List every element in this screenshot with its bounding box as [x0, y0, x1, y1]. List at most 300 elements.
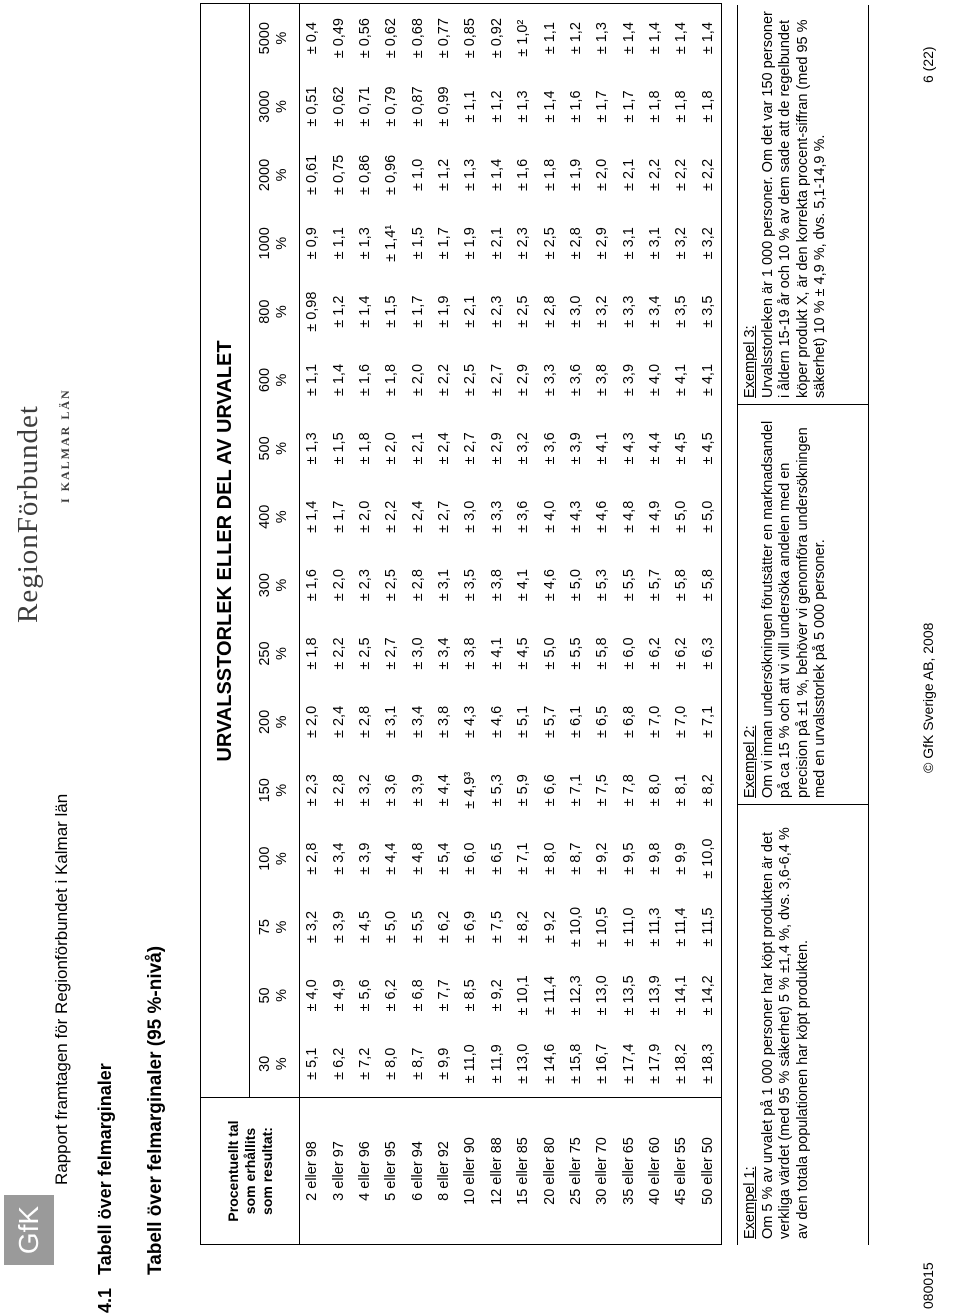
column-header: [249, 551, 299, 619]
example-2: [738, 405, 868, 805]
table-cell: ± 1,4: [304, 500, 321, 533]
table-cell: ± 3,3: [541, 363, 558, 397]
table-cell: ± 4,9³: [462, 771, 479, 809]
table-cell: ± 13,5: [620, 975, 637, 1016]
table-cell: ± 3,6: [567, 363, 584, 397]
table-cell: ± 4,0: [304, 979, 321, 1012]
table-cell: ± 9,9: [673, 842, 690, 875]
table-cell: ± 2,1: [462, 295, 479, 328]
table-cell: ± 5,8: [673, 569, 690, 602]
table-cell: ± 0,4: [304, 22, 321, 55]
table-cell: ± 6,0: [462, 842, 479, 875]
table-cell: ± 6,2: [673, 637, 690, 670]
column-size: 2000: [257, 158, 273, 192]
table-cell: ± 1,2: [436, 158, 453, 192]
table-cell: ± 1,7: [594, 90, 611, 123]
table-cell: ± 2,7: [462, 432, 479, 465]
column-size: 400: [257, 504, 273, 529]
table-cell: ± 2,0: [594, 158, 611, 192]
table-cell: ± 2,1: [620, 158, 637, 192]
row-label: 35 eller 65: [620, 1137, 637, 1205]
table-cell: ± 0,68: [409, 18, 426, 59]
table-cell: ± 7,0: [647, 705, 664, 739]
table-cell: ± 2,5: [541, 227, 558, 260]
table-cell: ± 1,6: [567, 90, 584, 123]
table-cell: ± 2,1: [409, 432, 426, 465]
column-header: [249, 72, 299, 140]
column-unit: %: [274, 988, 290, 1002]
table-cell: ± 1,4: [541, 90, 558, 123]
table-cell: ± 6,5: [488, 842, 505, 875]
table-cell: ± 18,2: [673, 1043, 690, 1084]
column-size: 800: [257, 299, 273, 324]
table-cell: ± 4,6: [541, 569, 558, 602]
table-cell: ± 0,62: [383, 18, 400, 59]
table-cell: ± 7,8: [620, 774, 637, 807]
column-unit: %: [274, 236, 290, 250]
table-cell: ± 0,71: [356, 86, 373, 127]
table-cell: ± 1,7: [436, 227, 453, 260]
table-cell: ± 1,4: [356, 295, 373, 328]
table-cell: ± 0,87: [409, 86, 426, 127]
column-size: 30: [257, 1055, 273, 1072]
table-cell: ± 1,8: [699, 90, 716, 123]
row-label: 2 eller 98: [304, 1141, 321, 1201]
table-cell: ± 6,8: [620, 705, 637, 739]
footer-doc-number: 080015: [920, 1262, 936, 1309]
column-header: [249, 209, 299, 277]
table-cell: ± 1,4: [699, 22, 716, 55]
table-cell: ± 0,49: [330, 18, 347, 59]
table-cell: ± 4,3: [462, 705, 479, 739]
table-cell: ± 3,5: [699, 295, 716, 328]
table-cell: ± 0,51: [304, 86, 321, 127]
table-cell: ± 4,6: [488, 705, 505, 739]
table-cell: ± 9,8: [647, 842, 664, 875]
table-cell: ± 1,6: [515, 158, 532, 192]
table-cell: ± 0,75: [330, 154, 347, 196]
table-cell: ± 8,7: [567, 842, 584, 875]
table-cell: ± 1,5: [330, 432, 347, 465]
table-cell: ± 3,2: [673, 227, 690, 260]
table-cell: ± 2,2: [699, 158, 716, 192]
table-cell: ± 2,5: [462, 363, 479, 397]
row-label: 50 eller 50: [699, 1137, 716, 1205]
table-cell: ± 1,1: [304, 363, 321, 397]
table-cell: ± 3,1: [436, 569, 453, 602]
table-cell: ± 5,0: [541, 637, 558, 670]
table-cell: ± 4,1: [699, 363, 716, 397]
table-cell: ± 2,8: [356, 705, 373, 739]
table-cell: ± 3,1: [647, 227, 664, 260]
table-cell: ± 8,0: [541, 842, 558, 875]
table-cell: ± 3,4: [436, 637, 453, 670]
example-title: Exempel 1:: [742, 1166, 758, 1239]
table-cell: ± 5,8: [699, 569, 716, 602]
table-cell: ± 3,0: [462, 500, 479, 533]
column-header: [249, 619, 299, 687]
column-header: [249, 825, 299, 893]
table-cell: ± 13,0: [594, 975, 611, 1016]
table-cell: ± 5,0: [567, 569, 584, 602]
column-header: [249, 756, 299, 824]
table-cell: ± 1,6: [356, 363, 373, 397]
table-cell: ± 3,8: [594, 363, 611, 397]
table-cell: ± 4,8: [620, 500, 637, 533]
table-cell: ± 5,5: [620, 569, 637, 602]
table-cell: ± 5,3: [488, 774, 505, 807]
table-cell: ± 9,2: [541, 910, 558, 944]
table-cell: ± 11,4: [673, 907, 690, 947]
table-cell: ± 5,0: [699, 500, 716, 533]
table-cell: ± 7,5: [488, 910, 505, 944]
column-unit: %: [274, 510, 290, 524]
row-label: 45 eller 55: [673, 1137, 690, 1205]
table-cell: ± 15,8: [567, 1043, 584, 1084]
table-cell: ± 1,5: [383, 295, 400, 328]
table-cell: ± 4,4: [647, 432, 664, 465]
table-cell: ± 2,4: [436, 432, 453, 465]
table-cell: ± 2,2: [673, 158, 690, 192]
column-header: [249, 961, 299, 1029]
column-unit: %: [274, 1057, 290, 1071]
table-cell: ± 2,2: [647, 158, 664, 192]
gfk-logo: GfK: [4, 1195, 54, 1265]
table-cell: ± 2,9: [488, 432, 505, 465]
table-cell: ± 6,2: [647, 637, 664, 670]
table-cell: ± 14,1: [673, 975, 690, 1016]
example-text: Urvalsstorleken är 1 000 personer. Om det var 150 personer i åldern 15-19 år och 10 % av dem sade att de regelbundet köper produkt X, är den korrekta procent-siffran (med 95 % säkerhet) 10 % ± 4,9 %, dvs. 5,1-14,9 %.: [759, 11, 828, 398]
table-cell: ± 1,4: [620, 22, 637, 55]
column-size: 200: [257, 709, 273, 735]
row-label: 6 eller 94: [409, 1141, 426, 1201]
table-cell: ± 5,6: [356, 979, 373, 1012]
column-size: 100: [257, 846, 273, 871]
table-cell: ± 1,4: [330, 363, 347, 397]
table-cell: ± 18,3: [699, 1043, 716, 1084]
table-cell: ± 7,2: [356, 1047, 373, 1080]
table-cell: ± 1,2: [567, 22, 584, 55]
table-cell: ± 2,0: [304, 705, 321, 739]
table-cell: ± 3,8: [436, 705, 453, 739]
table-cell: ± 1,2: [488, 90, 505, 123]
table-cell: ± 5,5: [409, 910, 426, 944]
corner-line-3: som resultat:: [258, 1127, 275, 1215]
table-cell: ± 0,92: [488, 18, 505, 59]
rf-logo-name: RegionFörbundet: [12, 405, 44, 623]
table-cell: ± 1,1: [462, 90, 479, 123]
table-cell: ± 0,98: [304, 291, 321, 332]
table-cell: ± 4,0: [541, 500, 558, 533]
table-cell: ± 1,6: [304, 569, 321, 602]
table-cell: ± 11,4: [541, 975, 558, 1016]
table-cell: ± 2,3: [356, 569, 373, 602]
table-cell: ± 3,4: [647, 295, 664, 328]
table-cell: ± 1,8: [304, 637, 321, 670]
table-cell: ± 2,7: [436, 500, 453, 533]
table-cell: ± 3,2: [699, 227, 716, 260]
table-cell: ± 4,5: [515, 637, 532, 670]
table-cell: ± 1,0²: [515, 19, 532, 57]
table-cell: ± 13,9: [647, 975, 664, 1016]
table-title: Tabell över felmarginaler (95 %-nivå): [145, 945, 166, 1275]
table-cell: ± 4,1: [488, 637, 505, 670]
sample-size-group-header: URVALSSTORLEK ELLER DEL AV URVALET: [213, 340, 236, 762]
table-cell: ± 10,5: [594, 906, 611, 948]
table-cell: ± 4,6: [594, 500, 611, 533]
table-cell: ± 1,9: [567, 158, 584, 192]
table-cell: ± 10,1: [515, 975, 532, 1016]
example-text: Om 5 % av urvalet på 1 000 personer har köpt produkten är det verkliga värdet (med 95 % säkerhet) 5 % ±1,4 %, dvs. 3,6-6,4 % av den totala populationen har köpt produkten.: [759, 827, 811, 1239]
column-unit: %: [274, 168, 290, 182]
table-cell: ± 11,0: [462, 1044, 479, 1084]
table-cell: ± 3,2: [356, 774, 373, 807]
table-cell: ± 2,5: [356, 637, 373, 670]
table-cell: ± 5,7: [647, 569, 664, 602]
report-title: Rapport framtagen för Regionförbundet i Kalmar län: [52, 793, 71, 1185]
table-cell: ± 5,7: [541, 705, 558, 739]
table-cell: ± 4,1: [515, 569, 532, 602]
table-cell: ± 0,9: [304, 227, 321, 260]
table-cell: ± 3,5: [673, 295, 690, 328]
table-cell: ± 2,2: [436, 363, 453, 397]
table-cell: ± 6,2: [436, 910, 453, 944]
column-size: 600: [257, 367, 273, 393]
table-cell: ± 2,4: [330, 705, 347, 739]
table-cell: ± 2,0: [409, 363, 426, 397]
table-cell: ± 12,3: [567, 975, 584, 1016]
table-cell: ± 0,61: [304, 154, 321, 196]
example-1: [738, 805, 868, 1245]
table-cell: ± 3,6: [541, 432, 558, 465]
column-size: 3000: [257, 90, 273, 123]
table-cell: ± 1,7: [620, 90, 637, 123]
table-cell: ± 0,56: [356, 18, 373, 59]
table-cell: ± 4,4: [383, 842, 400, 875]
table-cell: ± 0,96: [383, 154, 400, 196]
column-header: [249, 1030, 299, 1098]
table-cell: ± 3,8: [488, 569, 505, 602]
table-cell: ± 3,4: [330, 842, 347, 875]
table-cell: ± 2,0: [356, 500, 373, 533]
table-cell: ± 9,2: [594, 842, 611, 875]
regionforbundet-logo: [12, 383, 98, 623]
table-cell: ± 1,8: [541, 158, 558, 192]
table-cell: ± 8,2: [515, 910, 532, 944]
table-corner-header: [201, 1098, 299, 1244]
table-cell: ± 8,5: [462, 979, 479, 1012]
example-text: Om vi innan undersökningen förutsätter en marknadsandel på ca 15 % och att vi vill undersöka andelen med en precision på ±1 %, behöver vi genomföra undersökningen med en urvalsstorlek på 5 000 personer.: [759, 420, 828, 798]
row-label: 15 eller 85: [515, 1137, 532, 1205]
table-cell: ± 3,6: [515, 500, 532, 533]
table-cell: ± 1,7: [330, 500, 347, 533]
table-cell: ± 13,0: [515, 1043, 532, 1084]
table-cell: ± 5,1: [304, 1047, 321, 1080]
table-cell: ± 5,9: [515, 774, 532, 807]
row-label: 5 eller 95: [383, 1141, 400, 1201]
table-cell: ± 3,2: [515, 432, 532, 465]
table-cell: ± 0,85: [462, 18, 479, 59]
table-cell: ± 3,9: [567, 432, 584, 465]
table-cell: ± 2,3: [488, 295, 505, 328]
column-unit: %: [274, 441, 290, 455]
table-cell: ± 9,5: [620, 842, 637, 875]
table-cell: ± 6,2: [383, 979, 400, 1012]
column-unit: %: [274, 715, 290, 729]
table-cell: ± 1,4: [673, 22, 690, 55]
section-title: Tabell över felmarginaler: [95, 1063, 115, 1275]
table-cell: ± 2,2: [330, 637, 347, 670]
table-cell: ± 4,5: [673, 432, 690, 465]
footer-page-number: 6 (22): [920, 46, 936, 83]
table-cell: ± 1,9: [436, 295, 453, 328]
column-header: [249, 483, 299, 551]
table-cell: ± 1,0: [409, 158, 426, 192]
example-title: Exempel 2:: [742, 725, 758, 798]
table-cell: ± 3,4: [409, 705, 426, 739]
table-cell: ± 0,77: [436, 18, 453, 59]
column-size: 50: [257, 987, 273, 1004]
table-cell: ± 3,9: [356, 842, 373, 875]
table-cell: ± 10,0: [699, 838, 716, 879]
table-cell: ± 3,9: [330, 910, 347, 944]
table-cell: ± 1,5: [409, 227, 426, 260]
row-label: 12 eller 88: [488, 1137, 505, 1205]
corner-line-2: som erhållits: [241, 1127, 258, 1215]
table-cell: ± 2,9: [594, 227, 611, 260]
table-cell: ± 1,3: [594, 22, 611, 55]
table-cell: ± 2,7: [383, 637, 400, 670]
table-cell: ± 1,3: [515, 90, 532, 123]
column-size: 150: [257, 778, 273, 803]
table-cell: ± 4,1: [594, 432, 611, 465]
table-cell: ± 1,7: [409, 295, 426, 328]
table-cell: ± 6,8: [409, 979, 426, 1012]
table-cell: ± 3,2: [594, 295, 611, 328]
column-size: 5000: [257, 22, 273, 55]
table-cell: ± 4,3: [567, 500, 584, 533]
table-cell: ± 0,79: [383, 86, 400, 127]
column-unit: %: [274, 920, 290, 934]
table-cell: ± 2,3: [304, 774, 321, 807]
column-size: 250: [257, 641, 273, 666]
examples-box: [737, 5, 869, 1245]
table-cell: ± 4,5: [699, 432, 716, 465]
table-cell: ± 1,3: [304, 432, 321, 465]
table-cell: ± 4,9: [330, 979, 347, 1012]
table-cell: ± 1,1: [541, 22, 558, 55]
table-cell: ± 5,4: [436, 842, 453, 875]
column-header: [249, 4, 299, 72]
table-cell: ± 4,8: [409, 842, 426, 875]
example-title: Exempel 3:: [742, 325, 758, 398]
column-unit: %: [274, 578, 290, 592]
table-cell: ± 2,3: [515, 227, 532, 260]
table-cell: ± 7,1: [515, 842, 532, 875]
column-unit: %: [274, 852, 290, 866]
table-cell: ± 4,0: [647, 363, 664, 397]
table-cell: ± 5,3: [594, 569, 611, 602]
column-header: [249, 346, 299, 414]
table-cell: ± 2,5: [515, 295, 532, 328]
table-cell: ± 9,2: [488, 979, 505, 1012]
column-header: [249, 688, 299, 756]
table-cell: ± 7,1: [567, 774, 584, 807]
table-cell: ± 2,0: [330, 569, 347, 602]
table-cell: ± 2,9: [515, 363, 532, 397]
table-cell: ± 1,3: [462, 158, 479, 192]
table-cell: ± 14,2: [699, 975, 716, 1016]
table-cell: ± 8,2: [699, 774, 716, 807]
row-label: 3 eller 97: [330, 1141, 347, 1201]
table-cell: ± 6,1: [567, 705, 584, 739]
table-cell: ± 4,3: [620, 432, 637, 465]
table-cell: ± 5,5: [567, 637, 584, 670]
table-cell: ± 3,1: [620, 227, 637, 260]
table-cell: ± 8,0: [383, 1047, 400, 1080]
table-cell: ± 3,9: [409, 774, 426, 807]
table-cell: ± 11,0: [620, 907, 637, 947]
table-cell: ± 2,8: [304, 842, 321, 875]
column-size: 1000: [257, 227, 273, 260]
column-size: 75: [257, 919, 273, 936]
corner-line-1: Procentuellt tal: [224, 1120, 241, 1222]
row-label: 30 eller 70: [594, 1137, 611, 1205]
table-cell: ± 1,9: [462, 227, 479, 260]
table-cell: ± 2,8: [409, 569, 426, 602]
table-cell: ± 11,9: [488, 1044, 505, 1084]
table-cell: ± 1,4¹: [383, 224, 400, 262]
table-cell: ± 6,5: [594, 705, 611, 739]
table-cell: ± 0,86: [356, 154, 373, 196]
table-cell: ± 6,6: [541, 774, 558, 807]
table-cell: ± 17,9: [647, 1043, 664, 1084]
column-header: [249, 141, 299, 209]
table-cell: ± 3,0: [567, 295, 584, 328]
section-number: 4.1: [95, 1287, 115, 1313]
column-header: [249, 414, 299, 482]
table-cell: ± 7,0: [673, 705, 690, 739]
table-cell: ± 6,3: [699, 637, 716, 670]
table-cell: ± 0,99: [436, 86, 453, 127]
table-cell: ± 4,4: [436, 774, 453, 807]
table-cell: ± 8,7: [409, 1047, 426, 1080]
table-cell: ± 16,7: [594, 1043, 611, 1084]
table-cell: ± 5,8: [594, 637, 611, 670]
column-unit: %: [274, 647, 290, 661]
table-cell: ± 0,62: [330, 86, 347, 127]
column-size: 300: [257, 573, 273, 598]
table-cell: ± 7,5: [594, 774, 611, 807]
table-cell: ± 3,3: [620, 295, 637, 328]
table-cell: ± 2,7: [488, 363, 505, 397]
table-cell: ± 1,3: [356, 227, 373, 260]
table-cell: ± 8,1: [673, 774, 690, 807]
row-label: 8 eller 92: [436, 1141, 453, 1201]
row-label: 10 eller 90: [462, 1137, 479, 1205]
table-cell: ± 3,3: [488, 500, 505, 533]
table-cell: ± 5,0: [383, 910, 400, 944]
footer-copyright: © GfK Sverige AB, 2008: [920, 622, 936, 773]
table-cell: ± 3,8: [462, 637, 479, 670]
table-cell: ± 8,0: [647, 774, 664, 807]
column-unit: %: [274, 100, 290, 114]
table-cell: ± 1,2: [330, 295, 347, 328]
rf-logo-sub: I KALMAR LÄN: [58, 388, 72, 503]
column-size: 500: [257, 436, 273, 461]
table-cell: ± 9,9: [436, 1047, 453, 1080]
table-cell: ± 3,5: [462, 569, 479, 602]
